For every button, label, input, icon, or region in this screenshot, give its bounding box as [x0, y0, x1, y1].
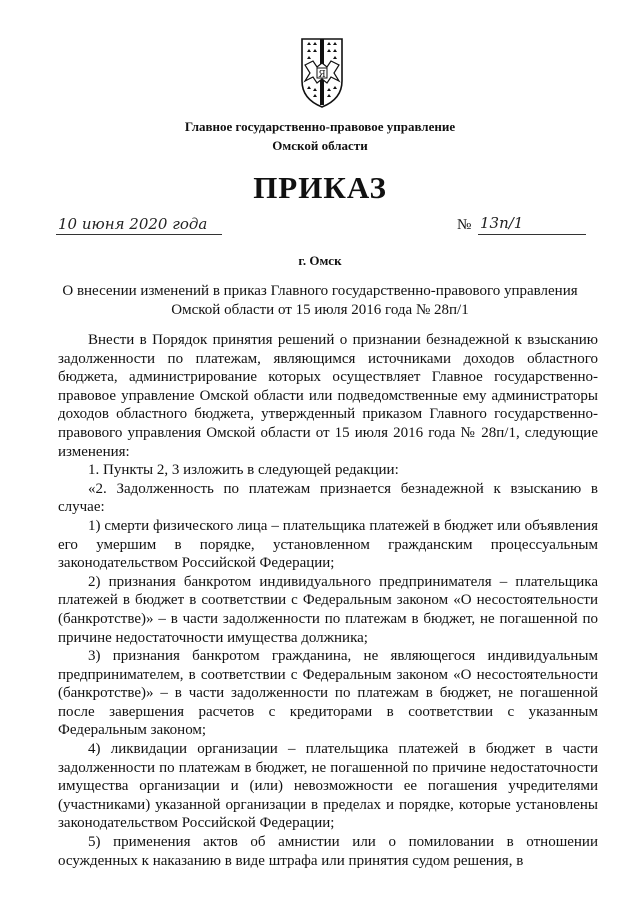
handwritten-order-number: 13п/1 [480, 214, 524, 232]
omsk-coat-of-arms-emblem [298, 37, 346, 109]
number-underline [478, 234, 586, 235]
organization-name-line2: Омской области [272, 138, 368, 153]
body-paragraph: 1. Пункты 2, 3 изложить в следующей редакции: [88, 462, 399, 479]
body-paragraph: 1) смерти физического лица – плательщика платежей в бюджет или объявления его умершим в порядке, установленном гражданским процессуальным законодательством Российской Федерации; [58, 517, 598, 572]
organization-name-line1: Главное государственно-правовое управление [184, 119, 456, 134]
svg-text:Я: Я [318, 70, 326, 80]
body-paragraph: «2. Задолженность по платежам признается безнадежной к взысканию в случае: [58, 480, 598, 516]
city-name: г. Омск [298, 253, 342, 268]
body-paragraph: Внести в Порядок принятия решений о признании безнадежной к взысканию задолженности по платежам, являющимся источниками доходов областного бюджета, администрирование которых осуществляет Главное государственно-правовое управление Омской области или подведомственные ему администраторы доходов областного бюджета, утвержденный приказом Главного государственно-правового управления Омской области от 15 июля 2016 года № 28п/1, следующие изменения: [58, 332, 598, 460]
handwritten-date: 10 июня 2020 года [58, 215, 208, 233]
body-paragraph: 5) применения актов об амнистии или о помиловании в отношении осужденных к наказанию в виде штрафа или принятия судом решения, в [58, 834, 598, 869]
document-type-title: ПРИКАЗ [253, 170, 387, 205]
body-paragraph: 2) признания банкротом индивидуального предпринимателя – плательщика платежей в бюджет в соответствии с Федеральным законом «О несостоятельности (банкротстве)» – в части задолженности по платежам в бюджет, не погашенной по причине недостаточности имущества должника; [58, 573, 598, 646]
order-subject-line1: О внесении изменений в приказ Главного государственно-правового управления [62, 283, 578, 299]
order-subject-line2: Омской области от 15 июля 2016 года № 28п/1 [171, 302, 469, 318]
number-label: № [457, 217, 472, 233]
body-paragraph: 3) признания банкротом гражданина, не являющегося индивидуальным предпринимателем, в соответствии с Федеральным законом «О несостоятельности (банкротстве)» – в части задолженности по платежам в бюджет, не погашенной после завершения расчетов с кредиторами в соответствии с указанным Федеральным законом; [58, 648, 598, 739]
date-underline [56, 234, 222, 235]
body-paragraph: 4) ликвидации организации – плательщика платежей в бюджет в части задолженности по платежам в бюджет, не погашенной по причине недостаточности имущества организации и (или) невозможности ее погашения учредителями (участниками) указанной организации в пределах и порядке, которые установлены законодательством Российской Федерации; [58, 741, 598, 832]
order-body-text [58, 331, 598, 870]
